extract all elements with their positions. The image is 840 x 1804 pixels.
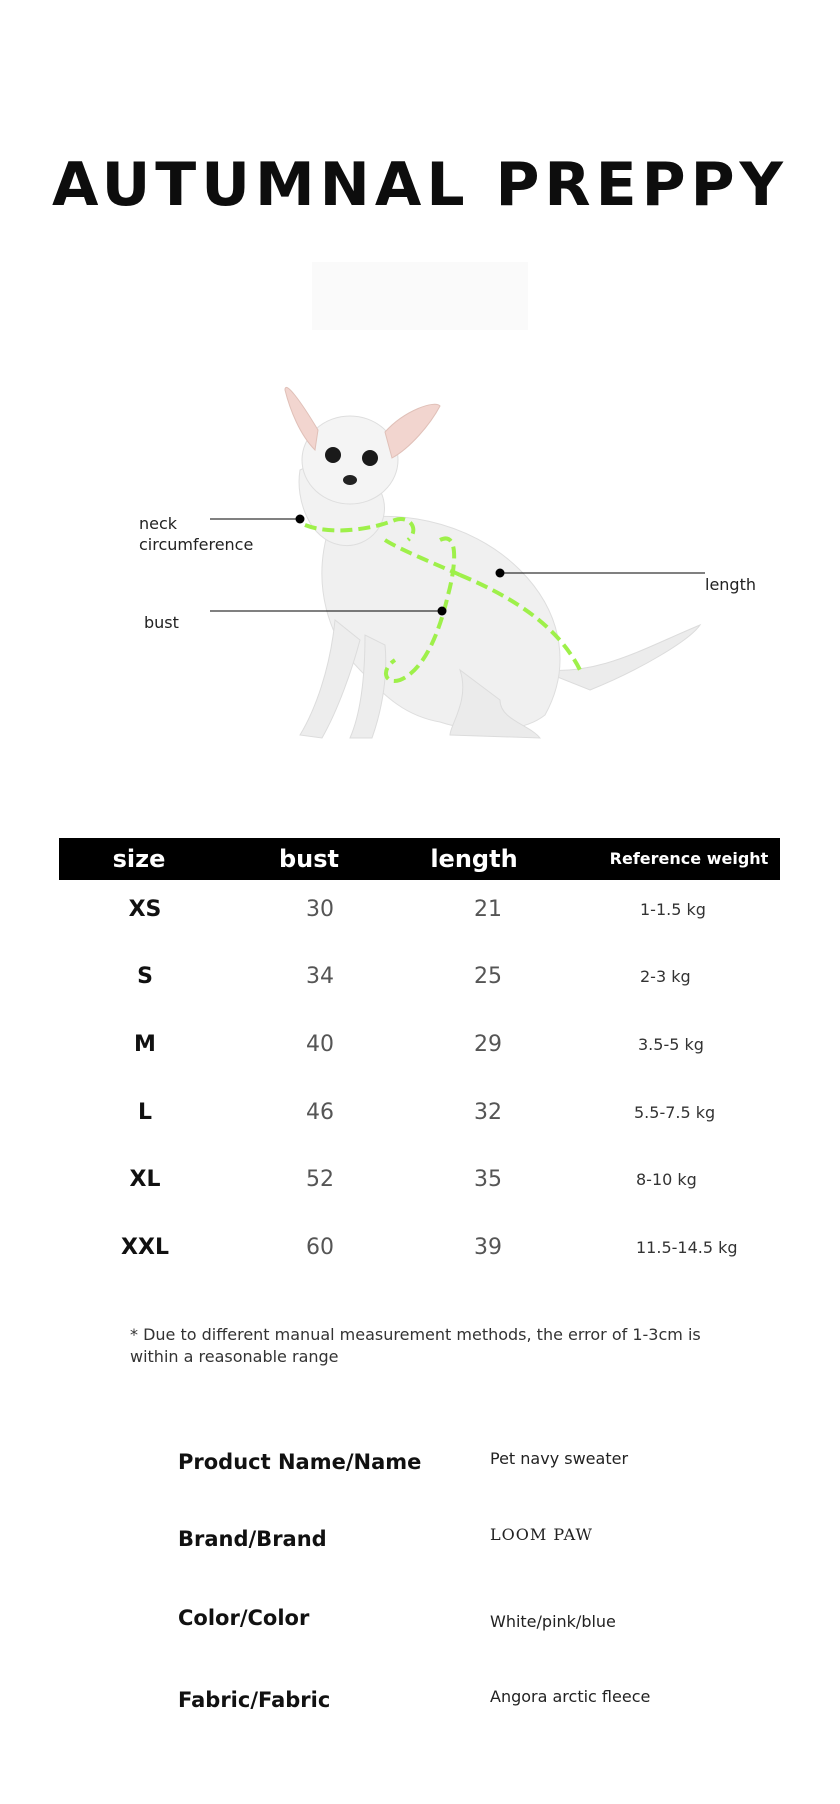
header-reference-weight: Reference weight (609, 849, 769, 868)
size-table-header (59, 838, 780, 880)
dog-front-leg (300, 620, 360, 738)
dog-tail (540, 625, 700, 690)
cell-weight: 11.5-14.5 kg (636, 1238, 738, 1257)
spec-label-brand: Brand/Brand (178, 1527, 327, 1551)
cell-weight: 3.5-5 kg (638, 1035, 704, 1054)
table-row (0, 1093, 840, 1133)
table-row (0, 957, 840, 997)
cell-weight: 8-10 kg (636, 1170, 697, 1189)
bust-label: bust (144, 613, 179, 632)
table-row (0, 1025, 840, 1065)
page-title: AUTUMNAL PREPPY (52, 150, 788, 220)
cell-weight: 5.5-7.5 kg (634, 1103, 716, 1122)
cell-size: XL (129, 1167, 161, 1192)
spec-label-fabric: Fabric/Fabric (178, 1688, 331, 1712)
table-row (0, 890, 840, 930)
dog-right-ear (385, 404, 440, 458)
cell-size: S (137, 964, 153, 989)
bust-callout-dot (438, 607, 447, 616)
cell-weight: 2-3 kg (640, 967, 691, 986)
placeholder-box (312, 262, 528, 330)
header-size: size (112, 845, 166, 873)
dog-right-eye (362, 450, 378, 466)
spec-value-product-name: Pet navy sweater (490, 1449, 629, 1468)
cell-length: 39 (474, 1235, 502, 1260)
cell-bust: 30 (306, 897, 334, 922)
cell-length: 29 (474, 1032, 502, 1057)
dog-nose (343, 475, 357, 485)
spec-value-brand: LOOM PAW (490, 1525, 593, 1544)
length-callout-dot (496, 569, 505, 578)
neck-label: neck circumference (139, 514, 254, 554)
table-row (0, 1228, 840, 1268)
cell-length: 35 (474, 1167, 502, 1192)
spec-label-color: Color/Color (178, 1606, 310, 1630)
spec-value-fabric: Angora arctic fleece (490, 1687, 651, 1706)
cell-length: 32 (474, 1100, 502, 1125)
cell-bust: 52 (306, 1167, 334, 1192)
header-bust: bust (278, 845, 340, 873)
header-length: length (430, 845, 518, 873)
cell-length: 25 (474, 964, 502, 989)
cell-bust: 46 (306, 1100, 334, 1125)
cell-bust: 40 (306, 1032, 334, 1057)
cell-weight: 1-1.5 kg (640, 900, 706, 919)
cell-size: XS (128, 897, 162, 922)
cell-length: 21 (474, 897, 502, 922)
measurement-note: * Due to different manual measurement methods, the error of 1-3cm is within a reasonable range (130, 1325, 701, 1366)
dog-left-eye (325, 447, 341, 463)
cell-bust: 34 (306, 964, 334, 989)
cell-size: XXL (121, 1235, 169, 1260)
cell-size: M (134, 1032, 156, 1057)
cell-size: L (137, 1100, 153, 1125)
neck-callout-dot (296, 515, 305, 524)
cell-bust: 60 (306, 1235, 334, 1260)
length-label: length (705, 575, 756, 594)
table-row (0, 1160, 840, 1200)
dog-left-ear (285, 387, 318, 450)
dog-measurement-diagram (0, 370, 840, 750)
spec-value-color: White/pink/blue (490, 1612, 616, 1631)
spec-label-product-name: Product Name/Name (178, 1450, 422, 1474)
